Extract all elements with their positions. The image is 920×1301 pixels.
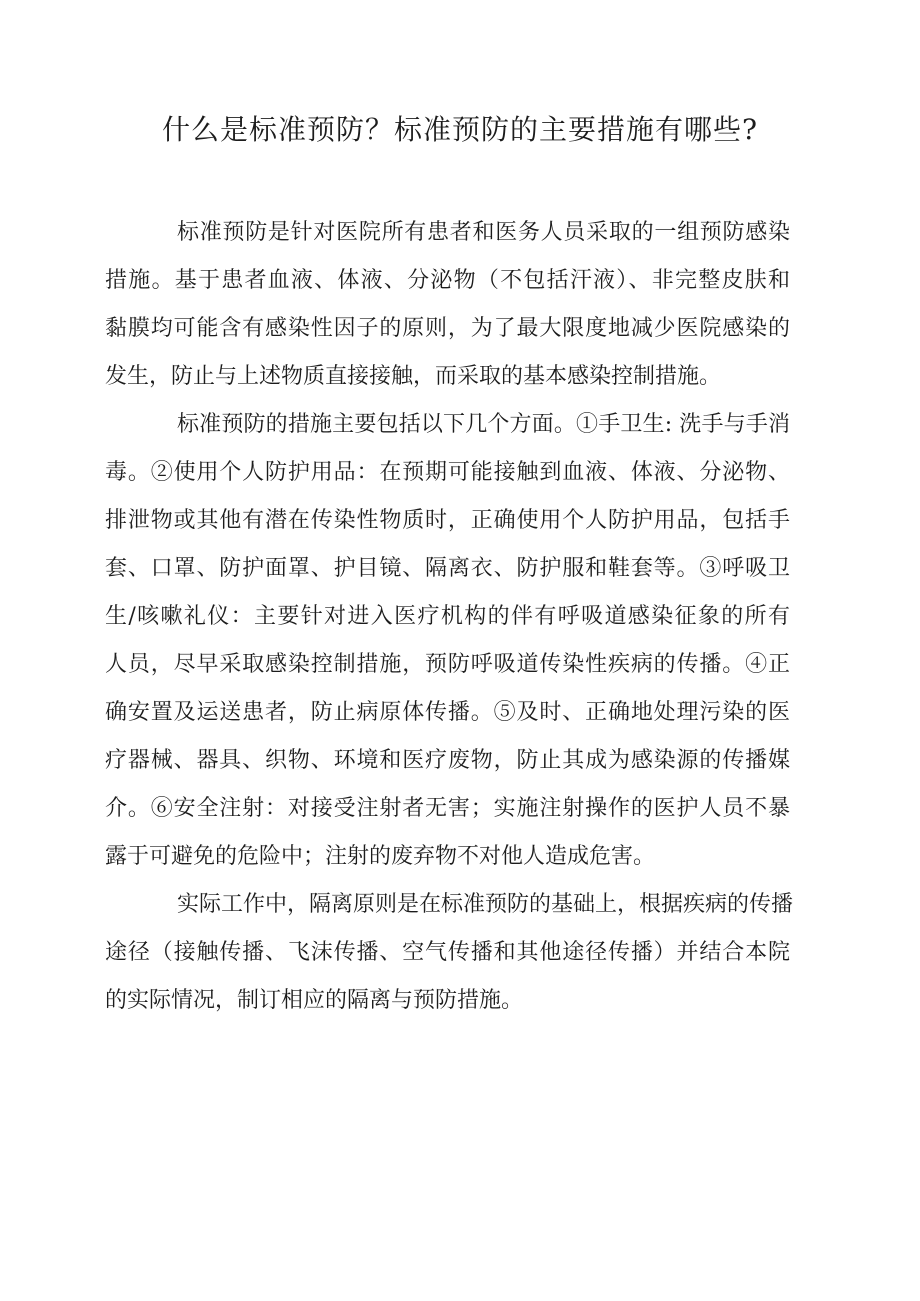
text-line: 排泄物或其他有潜在传染性物质时，正确使用个人防护用品，包括手 (105, 508, 790, 533)
text-line: 人员，尽早采取感染控制措施，预防呼吸道传染性疾病的传播。④正 (105, 652, 790, 677)
paragraph (105, 209, 790, 401)
text-line: 套、口罩、防护面罩、护目镜、隔离衣、防护服和鞋套等。③呼吸卫 (105, 556, 790, 581)
text-line: 标准预防是针对医院所有患者和医务人员采取的一组预防感染 (177, 220, 790, 245)
text-line: 疗器械、器具、织物、环境和医疗废物，防止其成为感染源的传播媒 (105, 748, 790, 773)
text-line: 确安置及运送患者，防止病原体传播。⑤及时、正确地处理污染的医 (105, 700, 790, 725)
text-line: 露于可避免的危险中；注射的废弃物不对他人造成危害。 (105, 844, 656, 869)
text-line: 生/咳嗽礼仪：主要针对进入医疗机构的伴有呼吸道感染征象的所有 (105, 604, 790, 629)
paragraph (105, 401, 790, 881)
text-line: 黏膜均可能含有感染性因子的原则，为了最大限度地减少医院感染的 (105, 316, 790, 341)
document-title: 什么是标准预防？标准预防的主要措施有哪些? (161, 113, 758, 146)
text-line: 毒。②使用个人防护用品：在预期可能接触到血液、体液、分泌物、 (105, 460, 790, 485)
text-line: 途径（接触传播、飞沫传播、空气传播和其他途径传播）并结合本院 (105, 940, 790, 965)
text-line: 的实际情况，制订相应的隔离与预防措施。 (105, 988, 524, 1013)
text-line: 标准预防的措施主要包括以下几个方面。①手卫生: 洗手与手消 (177, 412, 790, 437)
text-line: 实际工作中，隔离原则是在标准预防的基础上，根据疾病的传播 (177, 892, 794, 917)
document-body (105, 209, 794, 1025)
text-line: 介。⑥安全注射：对接受注射者无害；实施注射操作的医护人员不暴 (105, 796, 790, 821)
text-line: 措施。基于患者血液、体液、分泌物（不包括汗液）、非完整皮肤和 (105, 268, 790, 293)
paragraph (105, 881, 794, 1025)
text-line: 发生，防止与上述物质直接接触，而采取的基本感染控制措施。 (105, 364, 722, 389)
